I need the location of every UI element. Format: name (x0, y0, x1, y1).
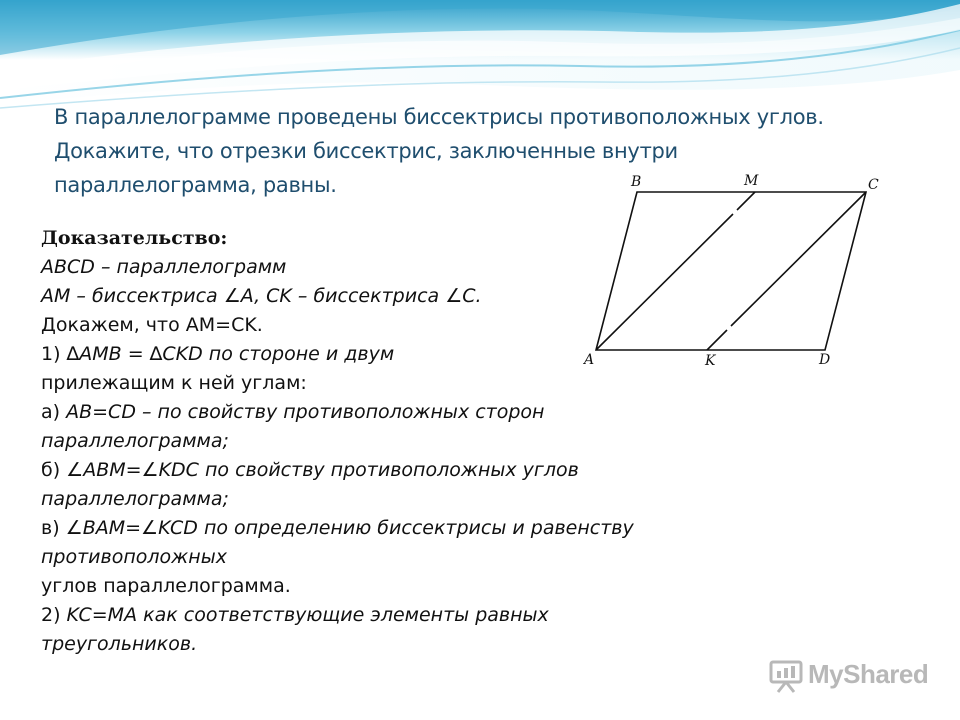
proof-heading: Доказательство: (41, 227, 228, 249)
proof-line-5: прилежащим к ней углам: (41, 372, 307, 394)
step-text: ∠ABM=∠KDC по свойству противоположных углов (66, 459, 579, 481)
bisector-ck-lower (707, 330, 727, 350)
step-number: 1) (41, 343, 67, 365)
step-text: KC=MA как соответствующие элементы равных (66, 604, 549, 626)
presentation-board-icon (768, 658, 804, 694)
step-letter: в) (41, 517, 66, 539)
proof-line-2: AM – биссектриса ∠A, CK – биссектриса ∠C. (41, 285, 482, 307)
myshared-logo (766, 656, 936, 696)
label-c: C (868, 177, 879, 193)
step-number: 2) (41, 604, 67, 626)
label-a: A (584, 352, 595, 368)
label-b: B (631, 174, 642, 190)
bisector-am-lower (596, 214, 733, 350)
proof-line-8 (41, 456, 701, 485)
label-d: D (819, 352, 831, 368)
proof-line-13 (41, 601, 701, 630)
bisector-ck-upper (731, 192, 866, 326)
proof-line-1: ABCD – параллелограмм (41, 256, 287, 278)
proof-line-3: Докажем, что AM=CK. (41, 314, 263, 336)
title-line-2: Докажите, что отрезки биссектрис, заключенные внутри (54, 139, 678, 163)
step-text: ∆AMB = ∆CKD по стороне и двум (66, 343, 395, 365)
proof-line-11: противоположных (41, 546, 227, 568)
step-letter: а) (41, 401, 67, 423)
proof-line-12: углов параллелограмма. (41, 575, 291, 597)
label-k: K (705, 353, 716, 369)
parallelogram-figure (583, 168, 885, 370)
step-text: AB=CD – по свойству противоположных сторон (66, 401, 545, 423)
bisector-am-upper (737, 192, 755, 210)
proof-line-10 (41, 514, 701, 543)
title-line-1: В параллелограмме проведены биссектрисы противоположных углов. (54, 105, 824, 129)
step-letter: б) (41, 459, 67, 481)
proof-line-9: параллелограмма; (41, 488, 229, 510)
proof-line-14: треугольников. (41, 633, 198, 655)
label-m: M (744, 173, 759, 189)
logo-text: MyShared (808, 659, 929, 689)
title-line-3: параллелограмма, равны. (54, 173, 337, 197)
proof-line-6 (41, 398, 701, 427)
proof-line-7: параллелограмма; (41, 430, 229, 452)
step-text: ∠BAM=∠KCD по определению биссектрисы и равенству (65, 517, 634, 539)
